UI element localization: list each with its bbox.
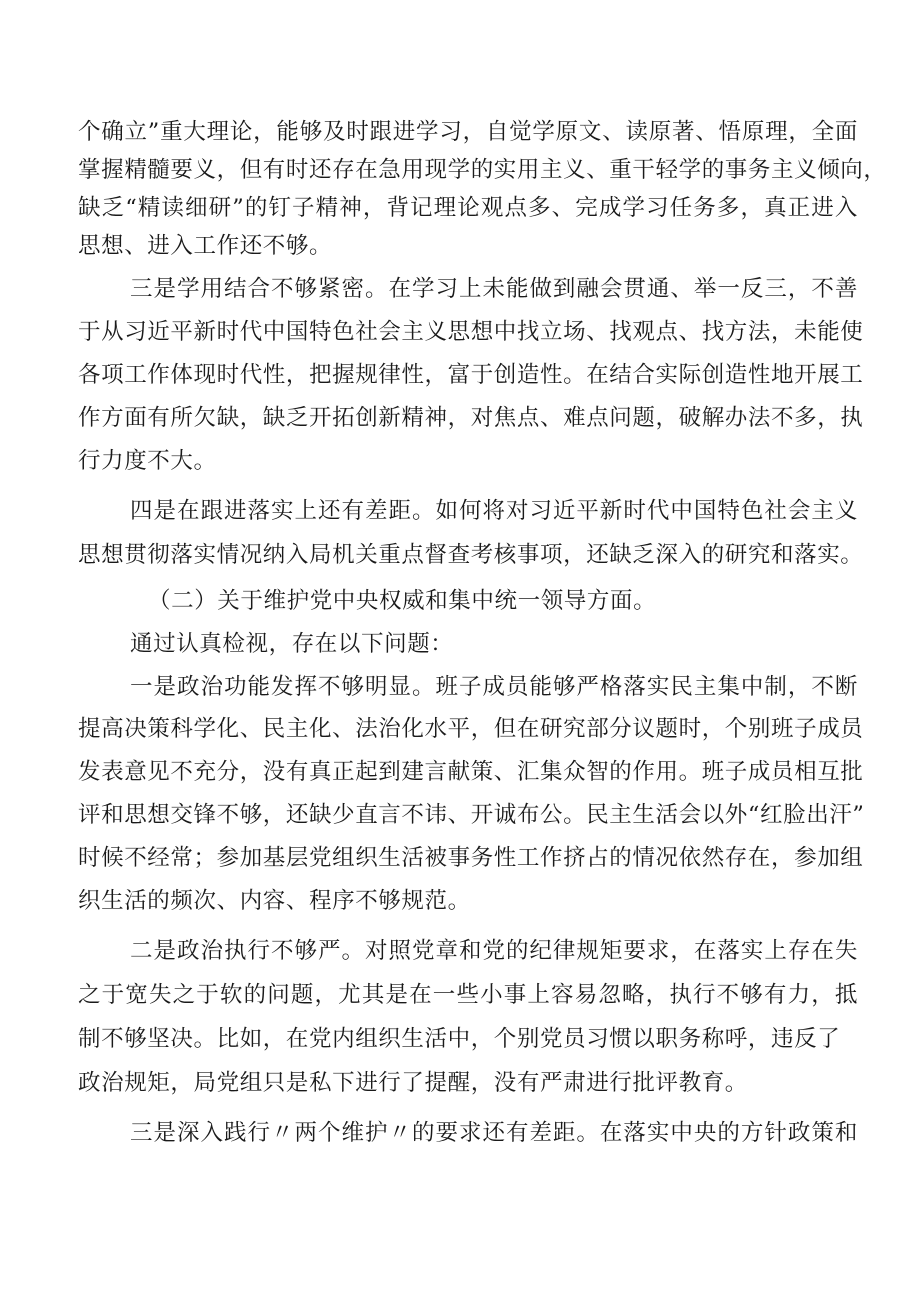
text-line: 一是政治功能发挥不够明显。班子成员能够严格落实民主集中制，不断 (130, 674, 858, 700)
text-line: 缺乏“精读细研”的钉子精神，背记理论观点多、完成学习任务多，真正进入 (78, 195, 858, 221)
text-line: 制不够坚决。比如，在党内组织生活中，个别党员习惯以职务称呼，违反了 (78, 1026, 841, 1052)
text-line: 政治规矩，局党组只是私下进行了提醒，没有严肃进行批评教育。 (78, 1070, 748, 1096)
text-line: 掌握精髓要义，但有时还存在急用现学的实用主义、重干轻学的事务主义倾向， (78, 157, 887, 183)
text-line: 织生活的频次、内容、程序不够规范。 (78, 888, 471, 914)
text-line: 各项工作体现时代性，把握规律性，富于创造性。在结合实际创造性地开展工 (78, 362, 864, 388)
text-line: 思想、进入工作还不够。 (78, 233, 333, 259)
text-line: 三是深入践行〃两个维护〃的要求还有差距。在落实中央的方针政策和 (130, 1120, 858, 1146)
text-line: 作方面有所欠缺，缺乏开拓创新精神，对焦点、难点问题，破解办法不多，执 (78, 405, 864, 431)
text-line: 时候不经常；参加基层党组织生活被事务性工作挤占的情况依然存在，参加组 (78, 845, 864, 871)
text-line: 四是在跟进落实上还有差距。如何将对习近平新时代中国特色社会主义 (130, 498, 858, 524)
text-line: 提高决策科学化、民主化、法治化水平，但在研究部分议题时，个别班子成员 (78, 716, 864, 742)
text-line: 个确立”重大理论，能够及时跟进学习，自觉学原文、读原著、悟原理，全面 (78, 119, 858, 145)
text-line: 思想贯彻落实情况纳入局机关重点督查考核事项，还缺乏深入的研究和落实。 (78, 542, 864, 568)
text-line: 发表意见不充分，没有真正起到建言献策、汇集众智的作用。班子成员相互批 (78, 759, 864, 785)
section-heading: （二）关于维护党中央权威和集中统一领导方面。 (148, 588, 657, 614)
text-line: 评和思想交锋不够，还缺少直言不讳、开诚布公。民主生活会以外“红脸出汗” (78, 802, 865, 828)
text-line: 于从习近平新时代中国特色社会主义思想中找立场、找观点、找方法，未能使 (78, 319, 864, 345)
text-line: 通过认真检视，存在以下问题： (130, 631, 454, 657)
text-line: 二是政治执行不够严。对照党章和党的纪律规矩要求，在落实上存在失 (130, 938, 858, 964)
text-line: 行力度不大。 (78, 448, 217, 474)
text-line: 三是学用结合不够紧密。在学习上未能做到融会贯通、举一反三，不善 (130, 276, 858, 302)
text-line: 之于宽失之于软的问题，尤其是在一些小事上容易忽略，执行不够有力，抵 (78, 982, 858, 1008)
